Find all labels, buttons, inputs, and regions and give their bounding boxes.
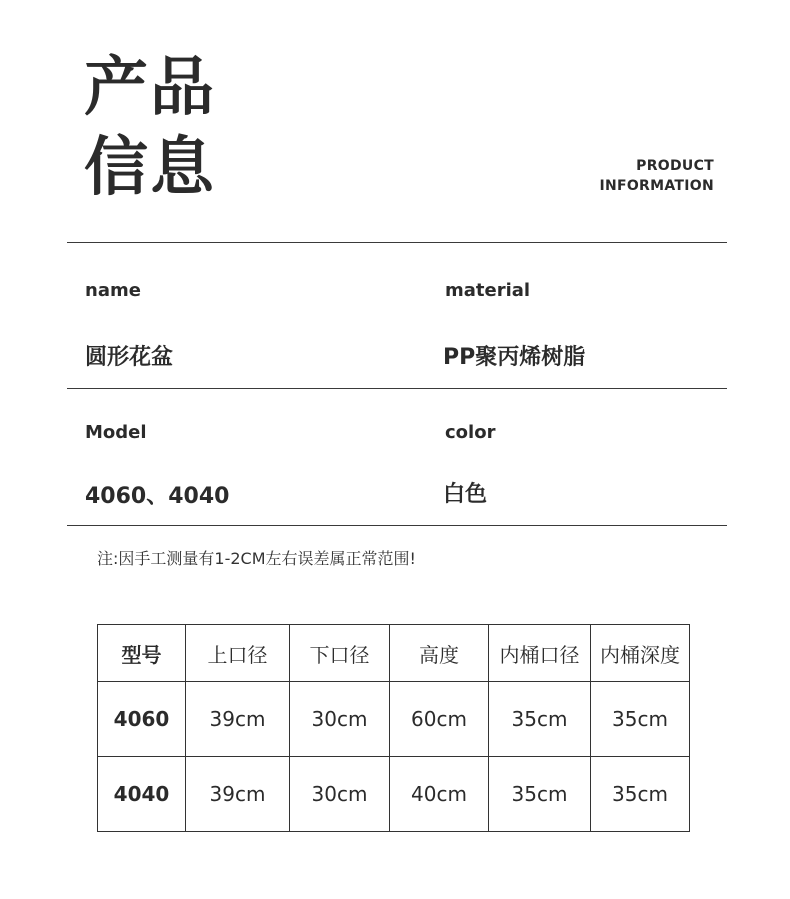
table-header-row [98,625,690,682]
cell-height: 60cm [390,682,489,757]
subtitle-line-2: INFORMATION [599,178,714,194]
cell-inner-depth: 35cm [591,682,690,757]
divider-top [67,242,727,243]
header-cell-inner-depth: 内桶深度 [591,625,690,682]
material-value: PP聚丙烯树脂 [443,345,586,370]
cell-inner-depth: 35cm [591,757,690,832]
name-value: 圆形花盆 [85,345,174,370]
table-row [98,757,690,832]
cell-bottom-diameter: 30cm [290,682,390,757]
cell-top-diameter: 39cm [186,682,290,757]
cell-model: 4060 [98,682,186,757]
cell-bottom-diameter: 30cm [290,757,390,832]
divider-bottom [67,525,727,526]
table-row [98,682,690,757]
cell-top-diameter: 39cm [186,757,290,832]
color-label: color [445,422,496,443]
material-label: material [445,280,531,301]
divider-middle [67,388,727,389]
spec-table [97,624,690,832]
page-title-line-1: 产品 [84,51,216,125]
cell-inner-diameter: 35cm [489,682,591,757]
header-cell-bottom-diameter: 下口径 [290,625,390,682]
header-cell-height: 高度 [390,625,489,682]
header-cell-model: 型号 [98,625,186,682]
name-label: name [85,280,141,301]
header-cell-top-diameter: 上口径 [186,625,290,682]
cell-inner-diameter: 35cm [489,757,591,832]
cell-model: 4040 [98,757,186,832]
color-value: 白色 [443,482,488,507]
measurement-note: 注:因手工测量有1-2CM左右误差属正常范围! [97,549,416,568]
subtitle-line-1: PRODUCT [636,158,714,174]
model-label: Model [85,422,147,443]
cell-height: 40cm [390,757,489,832]
header-cell-inner-diameter: 内桶口径 [489,625,591,682]
model-value: 4060、4040 [85,484,230,509]
page-title-line-2: 信息 [84,131,216,205]
